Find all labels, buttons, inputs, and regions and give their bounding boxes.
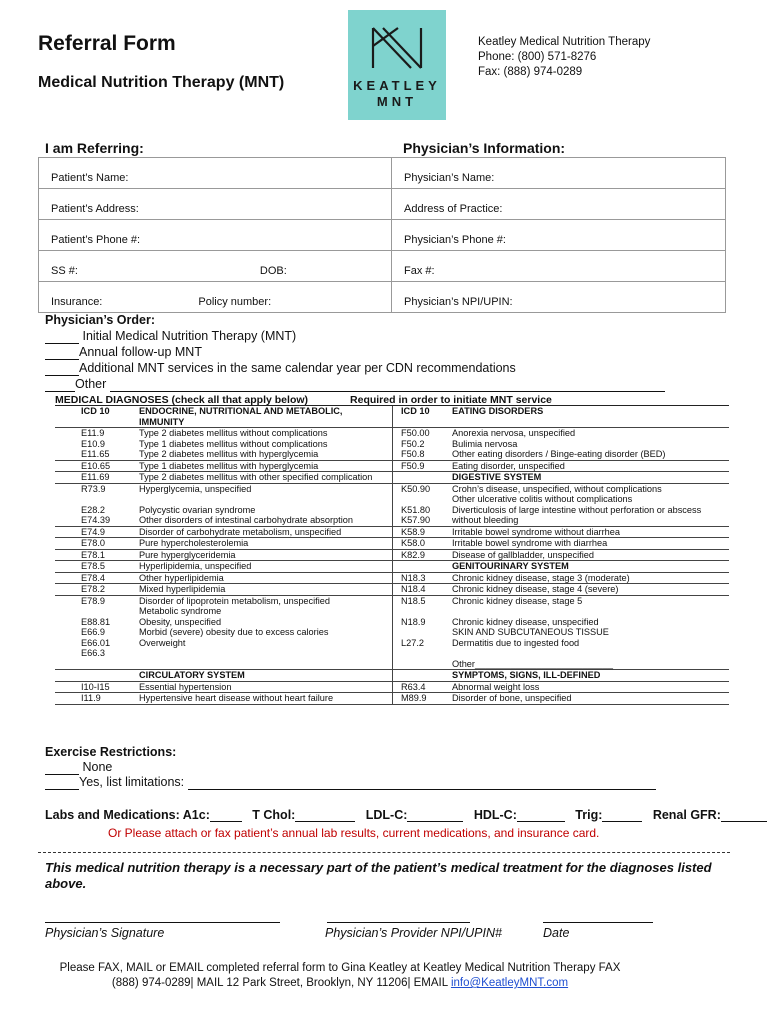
- diagnosis-row[interactable]: [55, 406, 729, 428]
- order-annual[interactable]: Annual follow-up MNT: [45, 344, 665, 360]
- diagnosis-desc: Type 1 diabetes mellitus with hyperglycemia: [136, 460, 393, 472]
- diagnosis-row[interactable]: [55, 472, 729, 484]
- diagnosis-code: ICD 10: [55, 406, 136, 428]
- logo-line-1: KEATLEY: [353, 78, 441, 93]
- physician-phone-field[interactable]: Physician’s Phone #:: [392, 220, 726, 251]
- diagnosis-code: E11.69: [55, 472, 136, 484]
- diagnosis-code: N18.3: [393, 572, 450, 584]
- diagnosis-code: R63.4: [393, 681, 450, 693]
- form-subtitle: Medical Nutrition Therapy (MNT): [38, 74, 285, 91]
- necessity-statement: This medical nutrition therapy is a necessary part of the patient’s medical treatment for the diagnoses listed above.: [45, 860, 712, 891]
- exercise-section: [45, 745, 656, 790]
- signature-label: Physician’s Signature: [45, 926, 165, 940]
- npi-field[interactable]: Physician’s NPI/UPIN:: [392, 282, 726, 313]
- diagnosis-code: R73.9 E28.2 E74.39: [55, 483, 136, 526]
- diagnoses-table: [55, 406, 729, 705]
- diagnosis-desc: Hyperlipidemia, unspecified: [136, 561, 393, 573]
- exercise-yes[interactable]: Yes, list limitations:: [45, 775, 656, 790]
- labs-note: Or Please attach or fax patient’s annual lab results, current medications, and insurance card.: [108, 826, 600, 840]
- patient-address-field[interactable]: Patient’s Address:: [39, 189, 392, 220]
- diagnosis-desc: Disease of gallbladder, unspecified: [449, 549, 729, 561]
- diagnosis-code: I10-I15: [55, 681, 136, 693]
- org-phone: Phone: (800) 571-8276: [478, 51, 597, 63]
- diagnosis-desc: Mixed hyperlipidemia: [136, 584, 393, 596]
- diagnosis-desc: Pure hypercholesterolemia: [136, 538, 393, 550]
- diagnosis-desc: ENDOCRINE, NUTRITIONAL AND METABOLIC, IMMUNITY: [136, 406, 393, 428]
- diagnosis-row[interactable]: [55, 681, 729, 693]
- npi-label: Physician’s Provider NPI/UPIN#: [325, 926, 502, 940]
- diagnosis-desc: SYMPTOMS, SIGNS, ILL-DEFINED: [449, 670, 729, 682]
- diagnosis-desc: Type 2 diabetes mellitus without complications Type 1 diabetes mellitus without complications Type 2 diabetes mellitus with hyperglycemia: [136, 428, 393, 461]
- diagnosis-desc: GENITOURINARY SYSTEM: [449, 561, 729, 573]
- diagnosis-row[interactable]: [55, 693, 729, 705]
- diagnosis-row[interactable]: [55, 428, 729, 461]
- diagnosis-code: [55, 670, 136, 682]
- org-fax: Fax: (888) 974-0289: [478, 66, 583, 78]
- diagnosis-code: [393, 670, 450, 682]
- labs-line: Labs and Medications: A1c: T Chol: LDL-C: HDL-C: Trig: Renal GFR:: [45, 808, 767, 822]
- physician-name-field[interactable]: Physician’s Name:: [392, 158, 726, 189]
- diagnosis-desc: Anorexia nervosa, unspecified Bulimia nervosa Other eating disorders / Binge-eating disorder (BED): [449, 428, 729, 461]
- diagnosis-desc: Hypertensive heart disease without heart failure: [136, 693, 393, 705]
- diagnosis-desc: Irritable bowel syndrome without diarrhea: [449, 526, 729, 538]
- footer-instructions: Please FAX, MAIL or EMAIL completed referral form to Gina Keatley at Keatley Medical Nutrition Therapy FAX (888) 974-0289| MAIL 12 Park Street, Brooklyn, NY 11206| EMAIL info@KeatleyMNT.com: [59, 962, 621, 989]
- diagnosis-code: K50.90 K51.80 K57.90: [393, 483, 450, 526]
- diagnosis-row[interactable]: [55, 526, 729, 538]
- org-name: Keatley Medical Nutrition Therapy: [478, 36, 651, 48]
- fax-field[interactable]: Fax #:: [392, 251, 726, 282]
- diagnosis-row[interactable]: [55, 670, 729, 682]
- date-label: Date: [543, 926, 570, 940]
- diagnosis-code: K82.9: [393, 549, 450, 561]
- physician-order: [45, 312, 665, 392]
- npi-line[interactable]: [327, 922, 470, 923]
- diagnosis-desc: Chronic kidney disease, stage 3 (moderate): [449, 572, 729, 584]
- diagnosis-desc: Crohn’s disease, unspecified, without complications Other ulcerative colitis without complications Diverticulosis of large intestine without perforation or abscess without bleeding: [449, 483, 729, 526]
- diagnosis-desc: Essential hypertension: [136, 681, 393, 693]
- ss-dob-field[interactable]: SS #: DOB:: [39, 251, 392, 282]
- diagnosis-code: E78.0: [55, 538, 136, 550]
- patient-phone-field[interactable]: Patient’s Phone #:: [39, 220, 392, 251]
- diagnosis-row[interactable]: [55, 572, 729, 584]
- diagnosis-row[interactable]: [55, 584, 729, 596]
- order-heading: Physician’s Order:: [45, 313, 155, 327]
- exercise-heading: Exercise Restrictions:: [45, 745, 177, 759]
- diagnosis-code: K58.0: [393, 538, 450, 550]
- diagnosis-desc: Eating disorder, unspecified: [449, 460, 729, 472]
- diagnosis-code: M89.9: [393, 693, 450, 705]
- diagnosis-desc: EATING DISORDERS: [449, 406, 729, 428]
- diagnosis-desc: Pure hyperglyceridemia: [136, 549, 393, 561]
- physician-heading: Physician’s Information:: [403, 140, 566, 156]
- diagnosis-code: [393, 561, 450, 573]
- diagnosis-code: E78.1: [55, 549, 136, 561]
- diagnosis-code: E78.9 E88.81 E66.9 E66.01 E66.3: [55, 595, 136, 670]
- diagnosis-desc: Disorder of lipoprotein metabolism, unspecified Metabolic syndrome Obesity, unspecified Morbid (severe) obesity due to excess calories Overweight: [136, 595, 393, 670]
- contact-block: [478, 35, 650, 80]
- diagnosis-desc: DIGESTIVE SYSTEM: [449, 472, 729, 484]
- diagnosis-desc: Disorder of carbohydrate metabolism, unspecified: [136, 526, 393, 538]
- diagnosis-code: E78.2: [55, 584, 136, 596]
- insurance-field[interactable]: Insurance: Policy number:: [39, 282, 392, 313]
- patient-physician-table: [38, 157, 726, 313]
- diagnosis-desc: Irritable bowel syndrome with diarrhea: [449, 538, 729, 550]
- logo-line-2: MNT: [376, 94, 418, 109]
- practice-address-field[interactable]: Address of Practice:: [392, 189, 726, 220]
- diagnosis-code: E10.65: [55, 460, 136, 472]
- diagnosis-code: E74.9: [55, 526, 136, 538]
- keatley-logo: [348, 10, 446, 120]
- email-link[interactable]: info@KeatleyMNT.com: [450, 977, 569, 989]
- diagnosis-code: E78.4: [55, 572, 136, 584]
- diagnosis-code: ICD 10: [393, 406, 450, 428]
- diagnosis-row[interactable]: [55, 483, 729, 526]
- divider: [38, 852, 730, 853]
- diagnosis-row[interactable]: [55, 595, 729, 670]
- diagnosis-code: [393, 472, 450, 484]
- order-additional[interactable]: Additional MNT services in the same calendar year per CDN recommendations: [45, 360, 665, 376]
- diagnosis-desc: CIRCULATORY SYSTEM: [136, 670, 393, 682]
- order-initial[interactable]: Initial Medical Nutrition Therapy (MNT): [45, 328, 665, 344]
- diagnosis-code: F50.9: [393, 460, 450, 472]
- patient-name-field[interactable]: Patient’s Name:: [39, 158, 392, 189]
- diagnosis-row[interactable]: [55, 549, 729, 561]
- diagnosis-row[interactable]: [55, 561, 729, 573]
- diagnoses-header: MEDICAL DIAGNOSES (check all that apply below) Required in order to initiate MNT service: [55, 394, 552, 406]
- diagnosis-desc: Disorder of bone, unspecified: [449, 693, 729, 705]
- diagnosis-desc: Hyperglycemia, unspecified Polycystic ovarian syndrome Other disorders of intestinal carbohydrate absorption: [136, 483, 393, 526]
- diagnosis-code: I11.9: [55, 693, 136, 705]
- logo-mark-icon: [348, 18, 446, 78]
- referring-heading: I am Referring:: [45, 140, 144, 156]
- form-title: Referral Form: [38, 32, 176, 55]
- order-other[interactable]: Other: [45, 376, 665, 392]
- diagnosis-desc: Chronic kidney disease, stage 4 (severe): [449, 584, 729, 596]
- diagnosis-code: N18.5 N18.9 L27.2: [393, 595, 450, 670]
- diagnosis-desc: Type 2 diabetes mellitus with other specified complication: [136, 472, 393, 484]
- diagnosis-code: E78.5: [55, 561, 136, 573]
- diagnosis-row[interactable]: [55, 538, 729, 550]
- diagnosis-desc: Chronic kidney disease, stage 5 Chronic kidney disease, unspecified SKIN AND SUBCUTANEOUS TISSUE Dermatitis due to ingested food Other___________________________: [449, 595, 729, 670]
- exercise-none[interactable]: None: [45, 760, 656, 775]
- diagnosis-row[interactable]: [55, 460, 729, 472]
- diagnosis-code: E11.9 E10.9 E11.65: [55, 428, 136, 461]
- date-line[interactable]: [543, 922, 653, 923]
- diagnosis-code: N18.4: [393, 584, 450, 596]
- signature-line[interactable]: [45, 922, 280, 923]
- diagnosis-code: K58.9: [393, 526, 450, 538]
- diagnosis-desc: Other hyperlipidemia: [136, 572, 393, 584]
- diagnosis-desc: Abnormal weight loss: [449, 681, 729, 693]
- diagnosis-code: F50.00 F50.2 F50.8: [393, 428, 450, 461]
